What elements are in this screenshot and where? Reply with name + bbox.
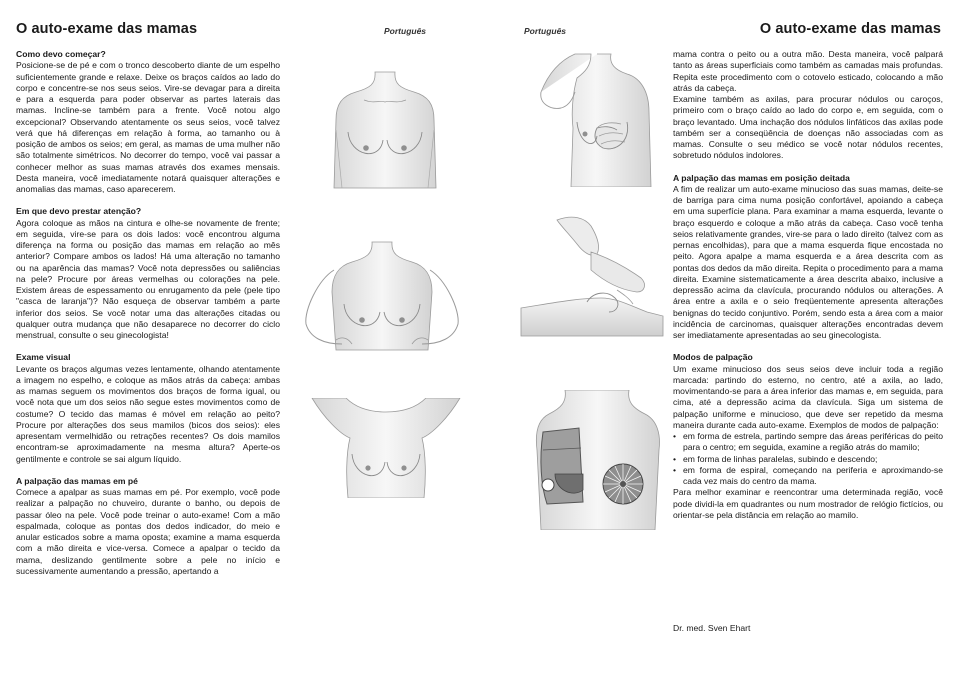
section-heading: Em que devo prestar atenção? [16,206,142,217]
closing-paragraph: Para melhor examinar e reencontrar uma determinada região, você pode dividi-la em quadrantes ou num mostrador de relógio fictícios, ou orientar-se pela distância em relação ao mamilo. [673,487,943,520]
section-heading: A palpação das mamas em posição deitada [673,172,850,183]
right-page [477,0,954,677]
page-title: O auto-exame das mamas [759,21,941,37]
section-heading: A palpação das mamas em pé [16,475,138,486]
section-heading: Como devo começar? [16,49,106,59]
continued-paragraph: mama contra o peito ou a outra mão. Desta maneira, você palpará tanto as áreas superficiais como também as camadas mais profundas. Repita este procedimento com o cotovelo esticado, colocando a mão atrás da cabeça. [673,49,943,93]
section-body: Comece a apalpar as suas mamas em pé. Por exemplo, você pode realizar a palpação no chuveiro, durante o banho, ou depois de passar óleo na pele. Você pode treinar o auto-exame! Com a mão espalmada, coloque as pontas dos dedos indicador, do meio e anular esticados sobre a mama oposta; examine a mama esquerda com a mão direita e vice-versa. Comece a apalpar o tecido da mama, deslizando gentilmente sobre a pele no início e sucessivamente aumentando a pressão, apertando a [16,487,280,576]
torso-arms-raised-illustration [306,398,466,498]
torso-hands-on-hips-illustration [296,240,468,360]
section-heading: Modos de palpação [673,352,753,363]
section-body: Um exame minucioso dos seus seios deve incluir toda a região marcada: partindo do esterno, no centro, até a axila, ao lado, movimentando-se para a área inferior das mamas e, em seguida, para cima, até a depressão acima da clavícula. Siga um sistema de palpação uniforme e minucioso, que deve ser repetido da mesma maneira durante cada auto-exame. Exemplos de modos de palpação: [673,363,943,430]
language-label: Português [384,26,427,36]
section-heading: Exame visual [16,352,71,363]
author-credit: Dr. med. Sven Ehart [673,623,751,633]
language-label: Português [524,26,567,36]
palpation-methods-list [673,431,943,487]
page-title: O auto-exame das mamas [16,21,198,37]
torso-arms-down-illustration [320,70,450,190]
axilla-paragraph: Examine também as axilas, para procurar nódulos ou caroços, primeiro com o braço caído ao lado do corpo e, em seguida, com o braço levantado. Uma inchação dos nódulos linfáticos das axilas pode também ser a conseqüência de doenças não associadas com as mamas. Consulte o seu médico se você notar nódulos recentes, sobretudo nódulos indolores. [673,94,943,161]
list-item: • em forma de linhas paralelas, subindo e descendo; [673,454,943,465]
section-body: Levante os braços algumas vezes lentamente, olhando atentamente a imagem no espelho, e coloque as mãos atrás da cabeça: ambas as mamas seguem os movimentos dos braços de forma igual, ou você nota que um dos seios não segue estes movimentos como de costume? O tecido das mamas é móvel em relação ao peito? Procure por alterações dos seus mamilos (bicos dos seios): eles apresentam vermelhidão ou retrações recentes? Os dois mamilos encontram-se aproximadamente na mesma altura? Aperte-os gentilmente e controle se sai algum líquido. [16,363,280,464]
section-body: Agora coloque as mãos na cintura e olhe-se novamente de frente; em seguida, vire-se para os dois lados: você encontrou alguma diferença na forma ou posição das mamas em relação ao mês anterior? Compare ambos os lados! Há uma alteração no tamanho ou na aparência das mamas? Você nota depressões ou saliências na pele? Procure por áreas vermelhas ou colorações na pele. Existem áreas de espessamento ou enrugamento da pele (pele tipo "casca de laranja")? Não esqueça de observar também a parte inferior dos seios. Se você notar uma das alterações citadas ou qualquer outra mudança que não desaparece no decorrer do ciclo menstrual, consulte o seu ginecologista! [16,217,280,340]
list-item: • em forma de estrela, partindo sempre das áreas periféricas do peito para o centro; em seguida, examine a região atrás do mamilo; [673,431,943,454]
list-item: • em forma de espiral, começando na periferia e aproximando-se cada vez mais do centro da mama. [673,465,943,488]
section-body: Posicione-se de pé e com o tronco descoberto diante de um espelho suficientemente grande e relaxe. Deixe os braços caídos ao lado do corpo e concentre-se nos seus seios. Vire-se devagar para a direita e para a esquerda para poder observar as partes laterais das mamas. Incline-se também para a frente. Você notou algo excepcional? Observando atentamente os seus seios, você talvez verá que há diferenças em relação à forma, ao tamanho ou à posição de ambos os seios; em geral, as mamas de uma mulher não são totalmente simétricos. No decorrer do tempo, você vai passar a conhecer melhor as suas mamas através dos exames mensais. Desta maneira, você imediatamente notará quaisquer alterações e anomalias das mamas, caso aparecerem. [16,60,280,194]
palpation-patterns-diagram [533,390,663,530]
left-text-column [16,49,280,577]
lying-palpation-illustration [517,212,667,342]
standing-palpation-illustration [531,52,661,187]
right-text-column [673,49,943,521]
section-body: A fim de realizar um auto-exame minucioso das suas mamas, deite-se de barriga para cima numa posição confortável, apoiando a cabeça em uma superfície plana. Para examinar a mama esquerda, levante o braço esquerdo e coloque a mão atrás da cabeça. Caso você tenha seios relativamente grandes, vire-se para o lado direito (talvez com as pernas encolhidas), para que a mama esquerda fique encostada no peito. Agora apalpe a mama esquerda e a área descrita com as pontas dos dedos da mão direita. Repita o procedimento para a mama direita. Examine sistematicamente a área descrita abaixo, inclusive a depressão acima da clavícula, procurando nódulos ou alterações. A área entre a axila e o seio freqüentemente apresenta alterações benignas do tecido conjuntivo. Porém, sendo esta a área com a maior incidência de carcinomas, quaisquer alterações encontradas devem ser imediatamente apresentadas ao seu ginecologista. [673,183,943,340]
